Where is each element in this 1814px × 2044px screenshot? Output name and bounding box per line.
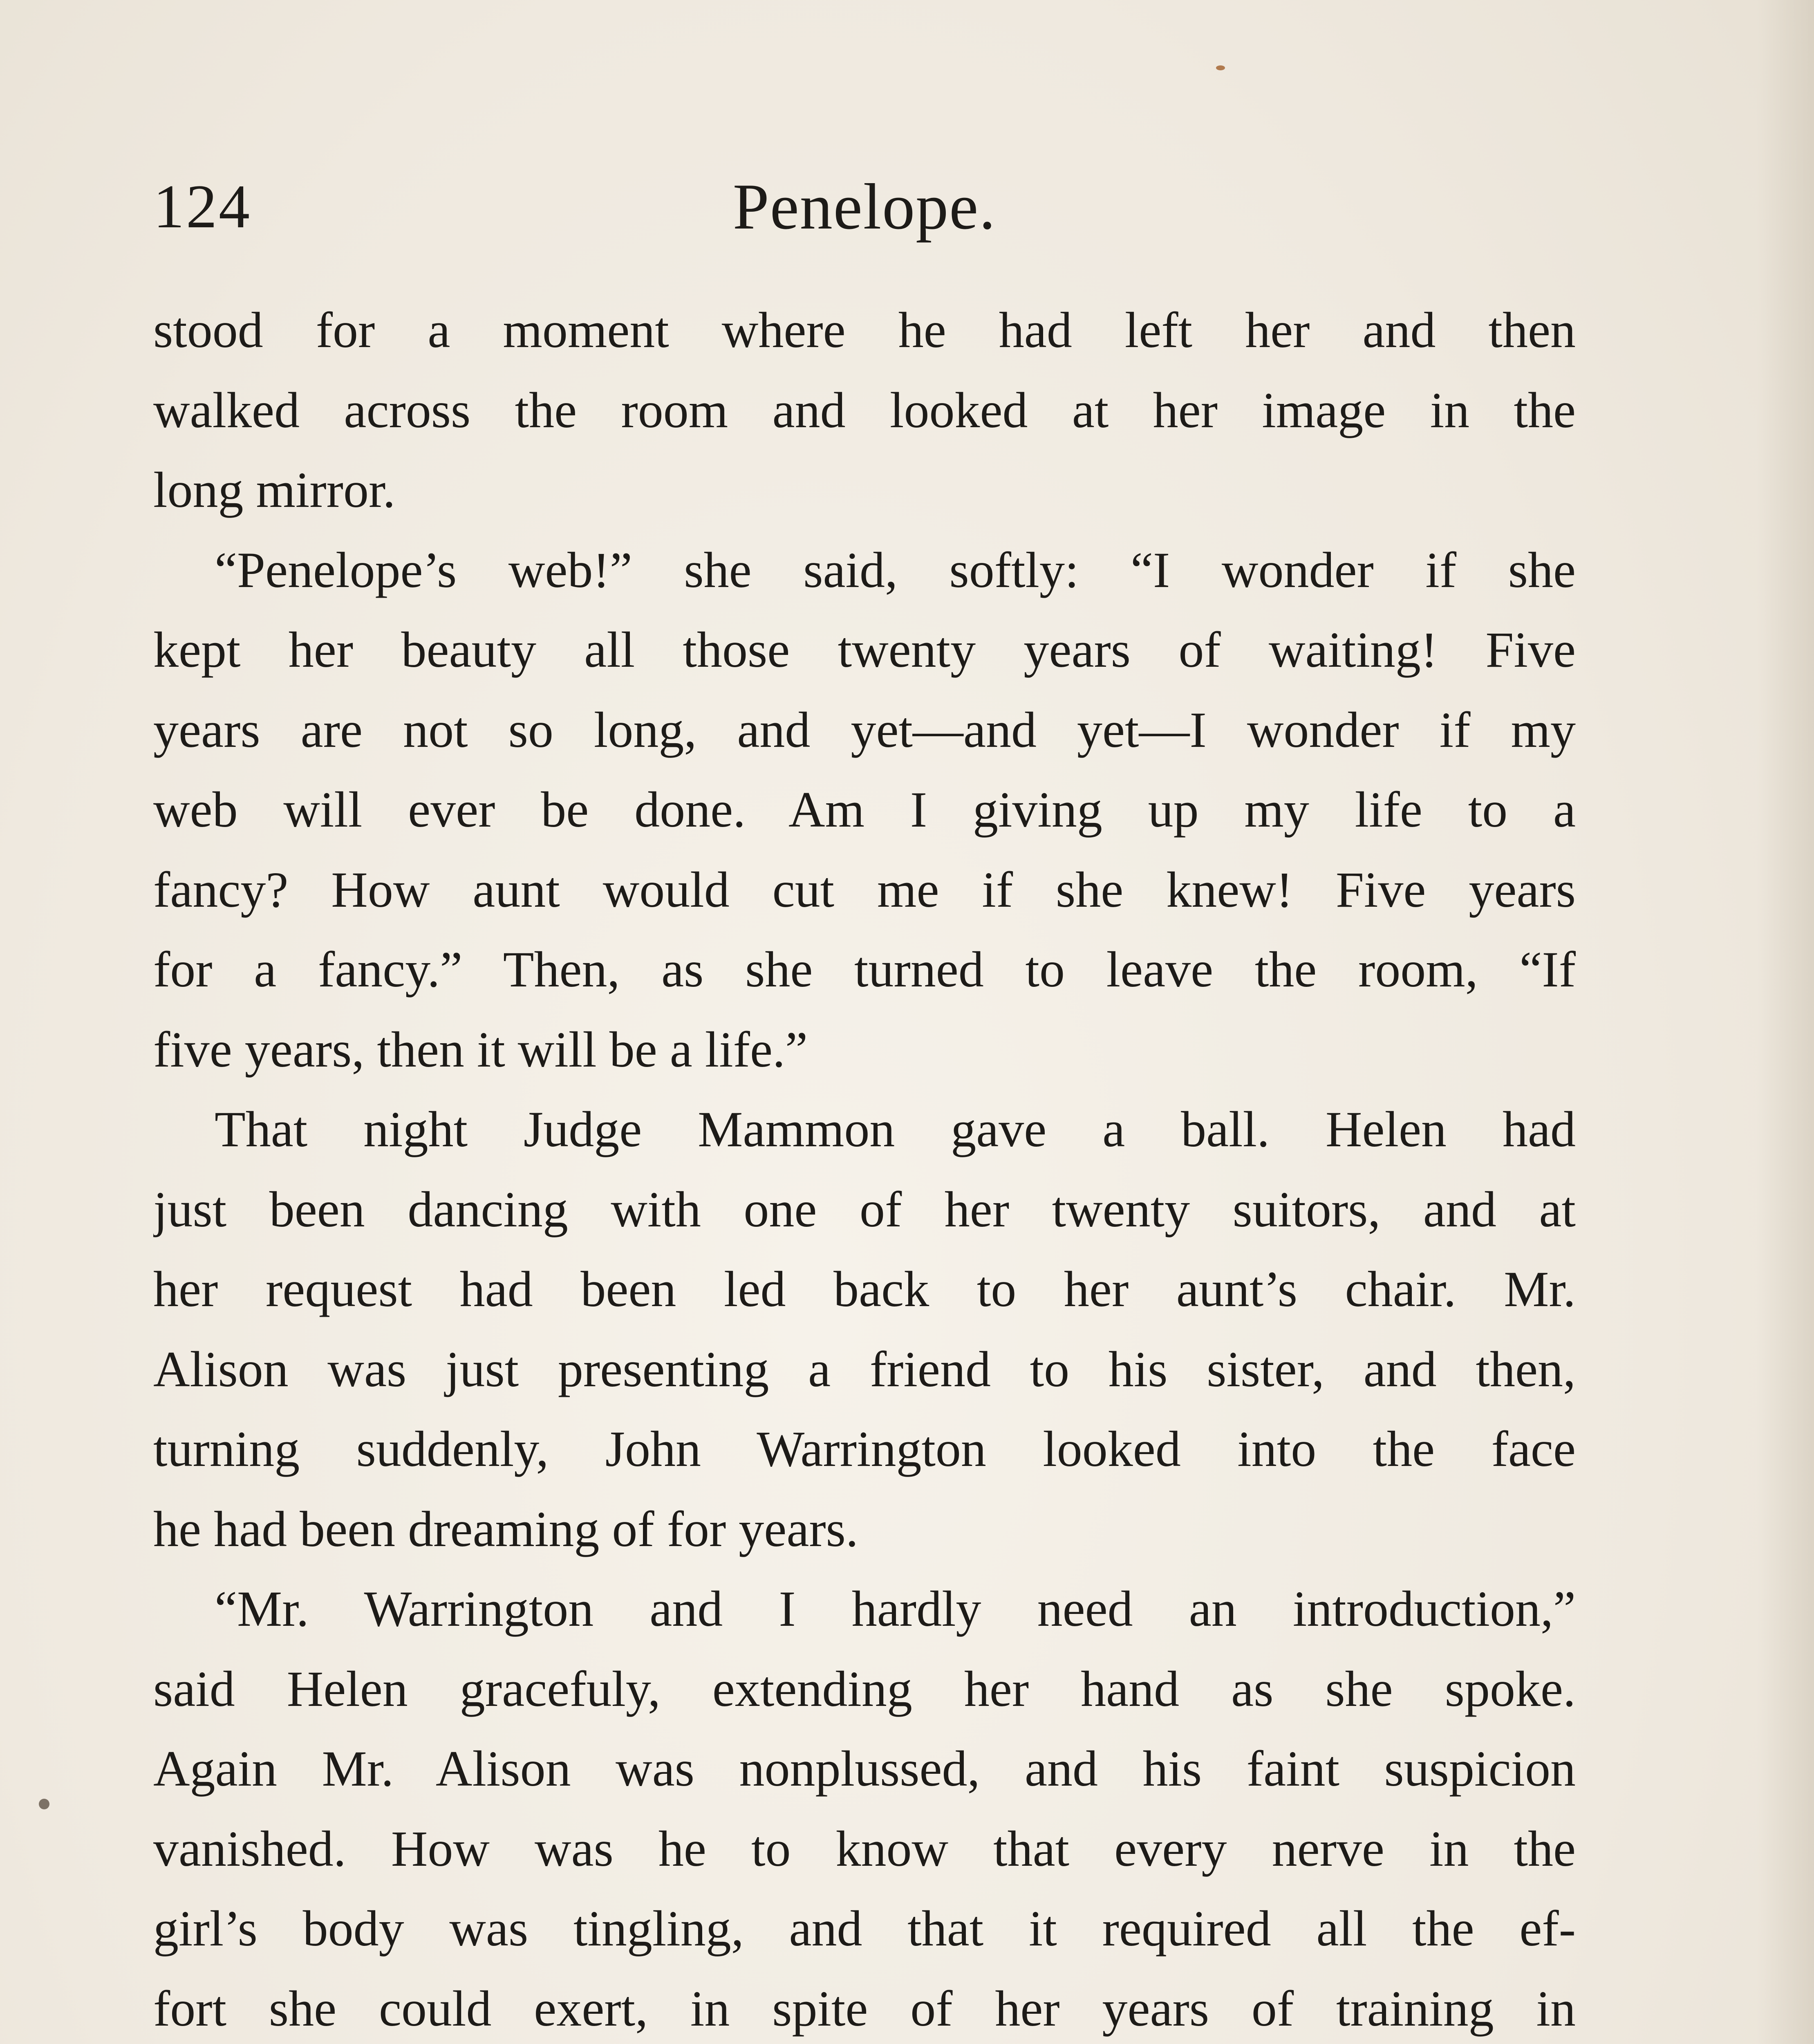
page-edge-shadow bbox=[1757, 0, 1814, 2044]
text-line: just been dancing with one of her twenty suitors, and at bbox=[153, 1181, 1576, 1237]
text-line: said Helen gracefuly, extending her hand as she spoke. bbox=[153, 1661, 1576, 1717]
text-line: he had been dreaming of for years. bbox=[153, 1501, 858, 1557]
text-line: for a fancy.” Then, as she turned to leave the room, “If bbox=[153, 941, 1576, 997]
text-line: “Mr. Warrington and I hardly need an introduction,” bbox=[215, 1581, 1576, 1637]
text-line: kept her beauty all those twenty years of waiting! Five bbox=[153, 622, 1576, 678]
text-line: That night Judge Mammon gave a ball. Helen had bbox=[215, 1101, 1576, 1157]
text-line: Again Mr. Alison was nonplussed, and his faint suspicion bbox=[153, 1741, 1576, 1797]
text-line: fort she could exert, in spite of her years of training in bbox=[153, 1980, 1576, 2037]
text-line: girl’s body was tingling, and that it required all the ef- bbox=[153, 1901, 1576, 1957]
text-line: long mirror. bbox=[153, 462, 396, 518]
paper-speck bbox=[1216, 65, 1225, 70]
text-line: “Penelope’s web!” she said, softly: “I wonder if she bbox=[215, 542, 1576, 598]
text-line: fancy? How aunt would cut me if she knew! Five years bbox=[153, 861, 1576, 918]
text-line: five years, then it will be a life.” bbox=[153, 1021, 808, 1078]
running-title: Penelope. bbox=[732, 170, 997, 243]
page-header bbox=[153, 161, 1576, 251]
text-line: years are not so long, and yet—and yet—I wonder if my bbox=[153, 702, 1576, 758]
text-line: vanished. How was he to know that every nerve in the bbox=[153, 1820, 1576, 1877]
page-number: 124 bbox=[153, 172, 251, 241]
text-line: stood for a moment where he had left her and then bbox=[153, 302, 1576, 358]
text-line: walked across the room and looked at her image in the bbox=[153, 382, 1576, 438]
text-line: Alison was just presenting a friend to his sister, and then, bbox=[153, 1341, 1576, 1397]
body-text bbox=[153, 290, 1576, 2044]
text-line: her request had been led back to her aunt’s chair. Mr. bbox=[153, 1261, 1576, 1317]
paper-speck bbox=[39, 1799, 49, 1809]
text-line: web will ever be done. Am I giving up my life to a bbox=[153, 782, 1576, 838]
text-line: turning suddenly, John Warrington looked into the face bbox=[153, 1421, 1576, 1477]
